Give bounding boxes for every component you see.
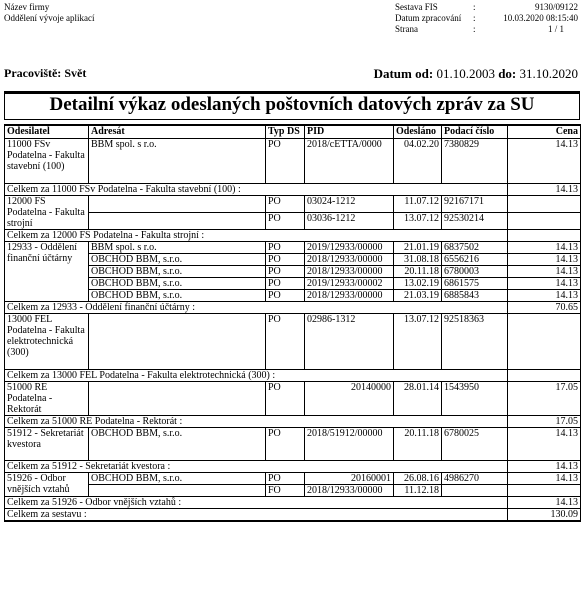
sender-cell: 13000 FEL Podatelna - Fakulta elektrotechnická (300) xyxy=(5,314,89,370)
pid-cell: 20160001 xyxy=(305,473,394,485)
type-cell: PO xyxy=(266,278,305,290)
recipient-cell: OBCHOD BBM, s.r.o. xyxy=(89,278,266,290)
pid-cell: 2018/12933/00000 xyxy=(305,254,394,266)
price-cell: 14.13 xyxy=(508,290,581,302)
table-row xyxy=(5,196,581,213)
table-row xyxy=(5,213,581,230)
post-number-cell: 1543950 xyxy=(442,382,508,416)
pid-cell: 2018/51912/00000 xyxy=(305,428,394,461)
date-sep: : xyxy=(473,13,476,23)
price-cell: 17.05 xyxy=(508,382,581,416)
recipient-cell xyxy=(89,314,266,370)
date-label: Datum zpracování xyxy=(395,13,462,23)
group-total-value: 14.13 xyxy=(508,184,581,196)
col-sent: Odesláno xyxy=(394,125,442,139)
type-cell: PO xyxy=(266,213,305,230)
sent-date-cell: 20.11.18 xyxy=(394,428,442,461)
report-value: 9130/09122 xyxy=(534,2,578,12)
col-type: Typ DS xyxy=(266,125,305,139)
price-cell: 14.13 xyxy=(508,266,581,278)
sent-date-cell: 11.07.12 xyxy=(394,196,442,213)
table-header-row xyxy=(5,125,581,139)
workplace-value: Svět xyxy=(64,66,87,80)
workplace xyxy=(4,66,86,81)
recipient-cell xyxy=(89,213,266,230)
group-total-label: Celkem za 12933 - Oddělení finanční účtárny : xyxy=(5,302,508,314)
post-number-cell: 7380829 xyxy=(442,139,508,184)
sent-date-cell: 21.03.19 xyxy=(394,290,442,302)
sender-cell: 12933 - Oddělení finanční účtárny xyxy=(5,242,89,302)
sent-date-cell: 04.02.20 xyxy=(394,139,442,184)
post-number-cell: 4986270 xyxy=(442,473,508,485)
type-cell: PO xyxy=(266,254,305,266)
recipient-cell xyxy=(89,485,266,497)
price-cell xyxy=(508,213,581,230)
page-label: Strana xyxy=(395,24,418,34)
group-total-value: 14.13 xyxy=(508,461,581,473)
price-cell: 14.13 xyxy=(508,242,581,254)
grand-total-label: Celkem za sestavu : xyxy=(5,509,508,522)
col-post-number: Podací číslo xyxy=(442,125,508,139)
post-number-cell: 92167171 xyxy=(442,196,508,213)
group-total-label: Celkem za 12000 FS Podatelna - Fakulta strojní : xyxy=(5,230,508,242)
pid-cell: 2018/12933/00000 xyxy=(305,290,394,302)
sender-cell: 11000 FSv Podatelna - Fakulta stavební (100) xyxy=(5,139,89,184)
recipient-cell: OBCHOD BBM, s.r.o. xyxy=(89,266,266,278)
grand-total-value: 130.09 xyxy=(508,509,581,522)
sender-cell: 51912 - Sekretariát kvestora xyxy=(5,428,89,461)
post-number-cell: 6556216 xyxy=(442,254,508,266)
sent-date-cell: 20.11.18 xyxy=(394,266,442,278)
table-row xyxy=(5,473,581,485)
page-sep: : xyxy=(473,24,476,34)
date-to: 31.10.2020 xyxy=(519,66,578,81)
sent-date-cell: 26.08.16 xyxy=(394,473,442,485)
type-cell: PO xyxy=(266,382,305,416)
pid-cell: 2018/cETTA/0000 xyxy=(305,139,394,184)
grand-total-row xyxy=(5,509,581,522)
type-cell: FO xyxy=(266,485,305,497)
group-total-value: 70.65 xyxy=(508,302,581,314)
recipient-cell: BBM spol. s r.o. xyxy=(89,242,266,254)
table-row xyxy=(5,266,581,278)
price-cell: 14.13 xyxy=(508,428,581,461)
type-cell: PO xyxy=(266,242,305,254)
post-number-cell: 6780025 xyxy=(442,428,508,461)
pid-cell: 2018/12933/00000 xyxy=(305,485,394,497)
recipient-cell xyxy=(89,196,266,213)
date-to-label: do: xyxy=(498,66,517,81)
table-row xyxy=(5,382,581,416)
group-total-row xyxy=(5,497,581,509)
report-table xyxy=(4,124,581,522)
price-cell xyxy=(508,485,581,497)
group-total-label: Celkem za 13000 FEL Podatelna - Fakulta elektrotechnická (300) : xyxy=(5,370,508,382)
col-sender: Odesilatel xyxy=(5,125,89,139)
sender-cell: 12000 FS Podatelna - Fakulta strojní xyxy=(5,196,89,230)
table-row xyxy=(5,254,581,266)
table-row xyxy=(5,139,581,184)
department-name: Oddělení vývoje aplikací xyxy=(4,13,95,23)
price-cell xyxy=(508,196,581,213)
group-total-row xyxy=(5,461,581,473)
group-total-row xyxy=(5,416,581,428)
price-cell: 14.13 xyxy=(508,473,581,485)
table-row xyxy=(5,242,581,254)
price-cell: 14.13 xyxy=(508,139,581,184)
pid-cell: 2019/12933/00002 xyxy=(305,278,394,290)
table-row xyxy=(5,485,581,497)
type-cell: PO xyxy=(266,290,305,302)
sender-cell: 51000 RE Podatelna - Rektorát xyxy=(5,382,89,416)
recipient-cell: BBM spol. s r.o. xyxy=(89,139,266,184)
group-total-label: Celkem za 51000 RE Podatelna - Rektorát : xyxy=(5,416,508,428)
date-from-label: Datum od: xyxy=(373,66,434,81)
processing-date: 10.03.2020 08:15:40 xyxy=(503,13,578,23)
page-number: 1 / 1 xyxy=(547,24,564,34)
pid-cell: 03024-1212 xyxy=(305,196,394,213)
post-number-cell xyxy=(442,485,508,497)
recipient-cell: OBCHOD BBM, s.r.o. xyxy=(89,428,266,461)
date-from: 01.10.2003 xyxy=(436,66,495,81)
price-cell xyxy=(508,314,581,370)
report-label: Sestava FIS xyxy=(395,2,438,12)
sent-date-cell: 13.07.12 xyxy=(394,213,442,230)
col-pid: PID xyxy=(305,125,394,139)
table-row xyxy=(5,278,581,290)
group-total-value: 17.05 xyxy=(508,416,581,428)
pid-cell: 03036-1212 xyxy=(305,213,394,230)
type-cell: PO xyxy=(266,428,305,461)
report-sep: : xyxy=(473,2,476,12)
group-total-label: Celkem za 51912 - Sekretariát kvestora : xyxy=(5,461,508,473)
workplace-label: Pracoviště: xyxy=(4,66,62,80)
group-total-label: Celkem za 51926 - Odbor vnějších vztahů : xyxy=(5,497,508,509)
group-total-row xyxy=(5,302,581,314)
post-number-cell: 6861575 xyxy=(442,278,508,290)
pid-cell: 2018/12933/00000 xyxy=(305,266,394,278)
type-cell: PO xyxy=(266,266,305,278)
type-cell: PO xyxy=(266,314,305,370)
group-total-row xyxy=(5,370,581,382)
price-cell: 14.13 xyxy=(508,278,581,290)
table-row xyxy=(5,290,581,302)
pid-cell: 2019/12933/00000 xyxy=(305,242,394,254)
post-number-cell: 92530214 xyxy=(442,213,508,230)
sent-date-cell: 21.01.19 xyxy=(394,242,442,254)
sent-date-cell: 13.02.19 xyxy=(394,278,442,290)
col-price: Cena xyxy=(508,125,581,139)
type-cell: PO xyxy=(266,473,305,485)
date-range xyxy=(374,66,578,82)
post-number-cell: 6885843 xyxy=(442,290,508,302)
price-cell: 14.13 xyxy=(508,254,581,266)
group-total-value xyxy=(508,370,581,382)
sent-date-cell: 31.08.18 xyxy=(394,254,442,266)
col-recipient: Adresát xyxy=(89,125,266,139)
company-name: Název firmy xyxy=(4,2,50,12)
table-row xyxy=(5,428,581,461)
recipient-cell xyxy=(89,382,266,416)
recipient-cell: OBCHOD BBM, s.r.o. xyxy=(89,254,266,266)
type-cell: PO xyxy=(266,196,305,213)
recipient-cell: OBCHOD BBM, s.r.o. xyxy=(89,290,266,302)
pid-cell: 20140000 xyxy=(305,382,394,416)
sender-cell: 51926 - Odbor vnějších vztahů xyxy=(5,473,89,497)
group-total-value xyxy=(508,230,581,242)
table-row xyxy=(5,314,581,370)
post-number-cell: 6780003 xyxy=(442,266,508,278)
pid-cell: 02986-1312 xyxy=(305,314,394,370)
group-total-value: 14.13 xyxy=(508,497,581,509)
group-total-row xyxy=(5,184,581,196)
report-title: Detailní výkaz odeslaných poštovních datových zpráv za SU xyxy=(4,91,580,120)
table-body xyxy=(5,139,581,522)
group-total-label: Celkem za 11000 FSv Podatelna - Fakulta stavební (100) : xyxy=(5,184,508,196)
sent-date-cell: 13.07.12 xyxy=(394,314,442,370)
post-number-cell: 92518363 xyxy=(442,314,508,370)
post-number-cell: 6837502 xyxy=(442,242,508,254)
recipient-cell: OBCHOD BBM, s.r.o. xyxy=(89,473,266,485)
group-total-row xyxy=(5,230,581,242)
sent-date-cell: 11.12.18 xyxy=(394,485,442,497)
sent-date-cell: 28.01.14 xyxy=(394,382,442,416)
type-cell: PO xyxy=(266,139,305,184)
